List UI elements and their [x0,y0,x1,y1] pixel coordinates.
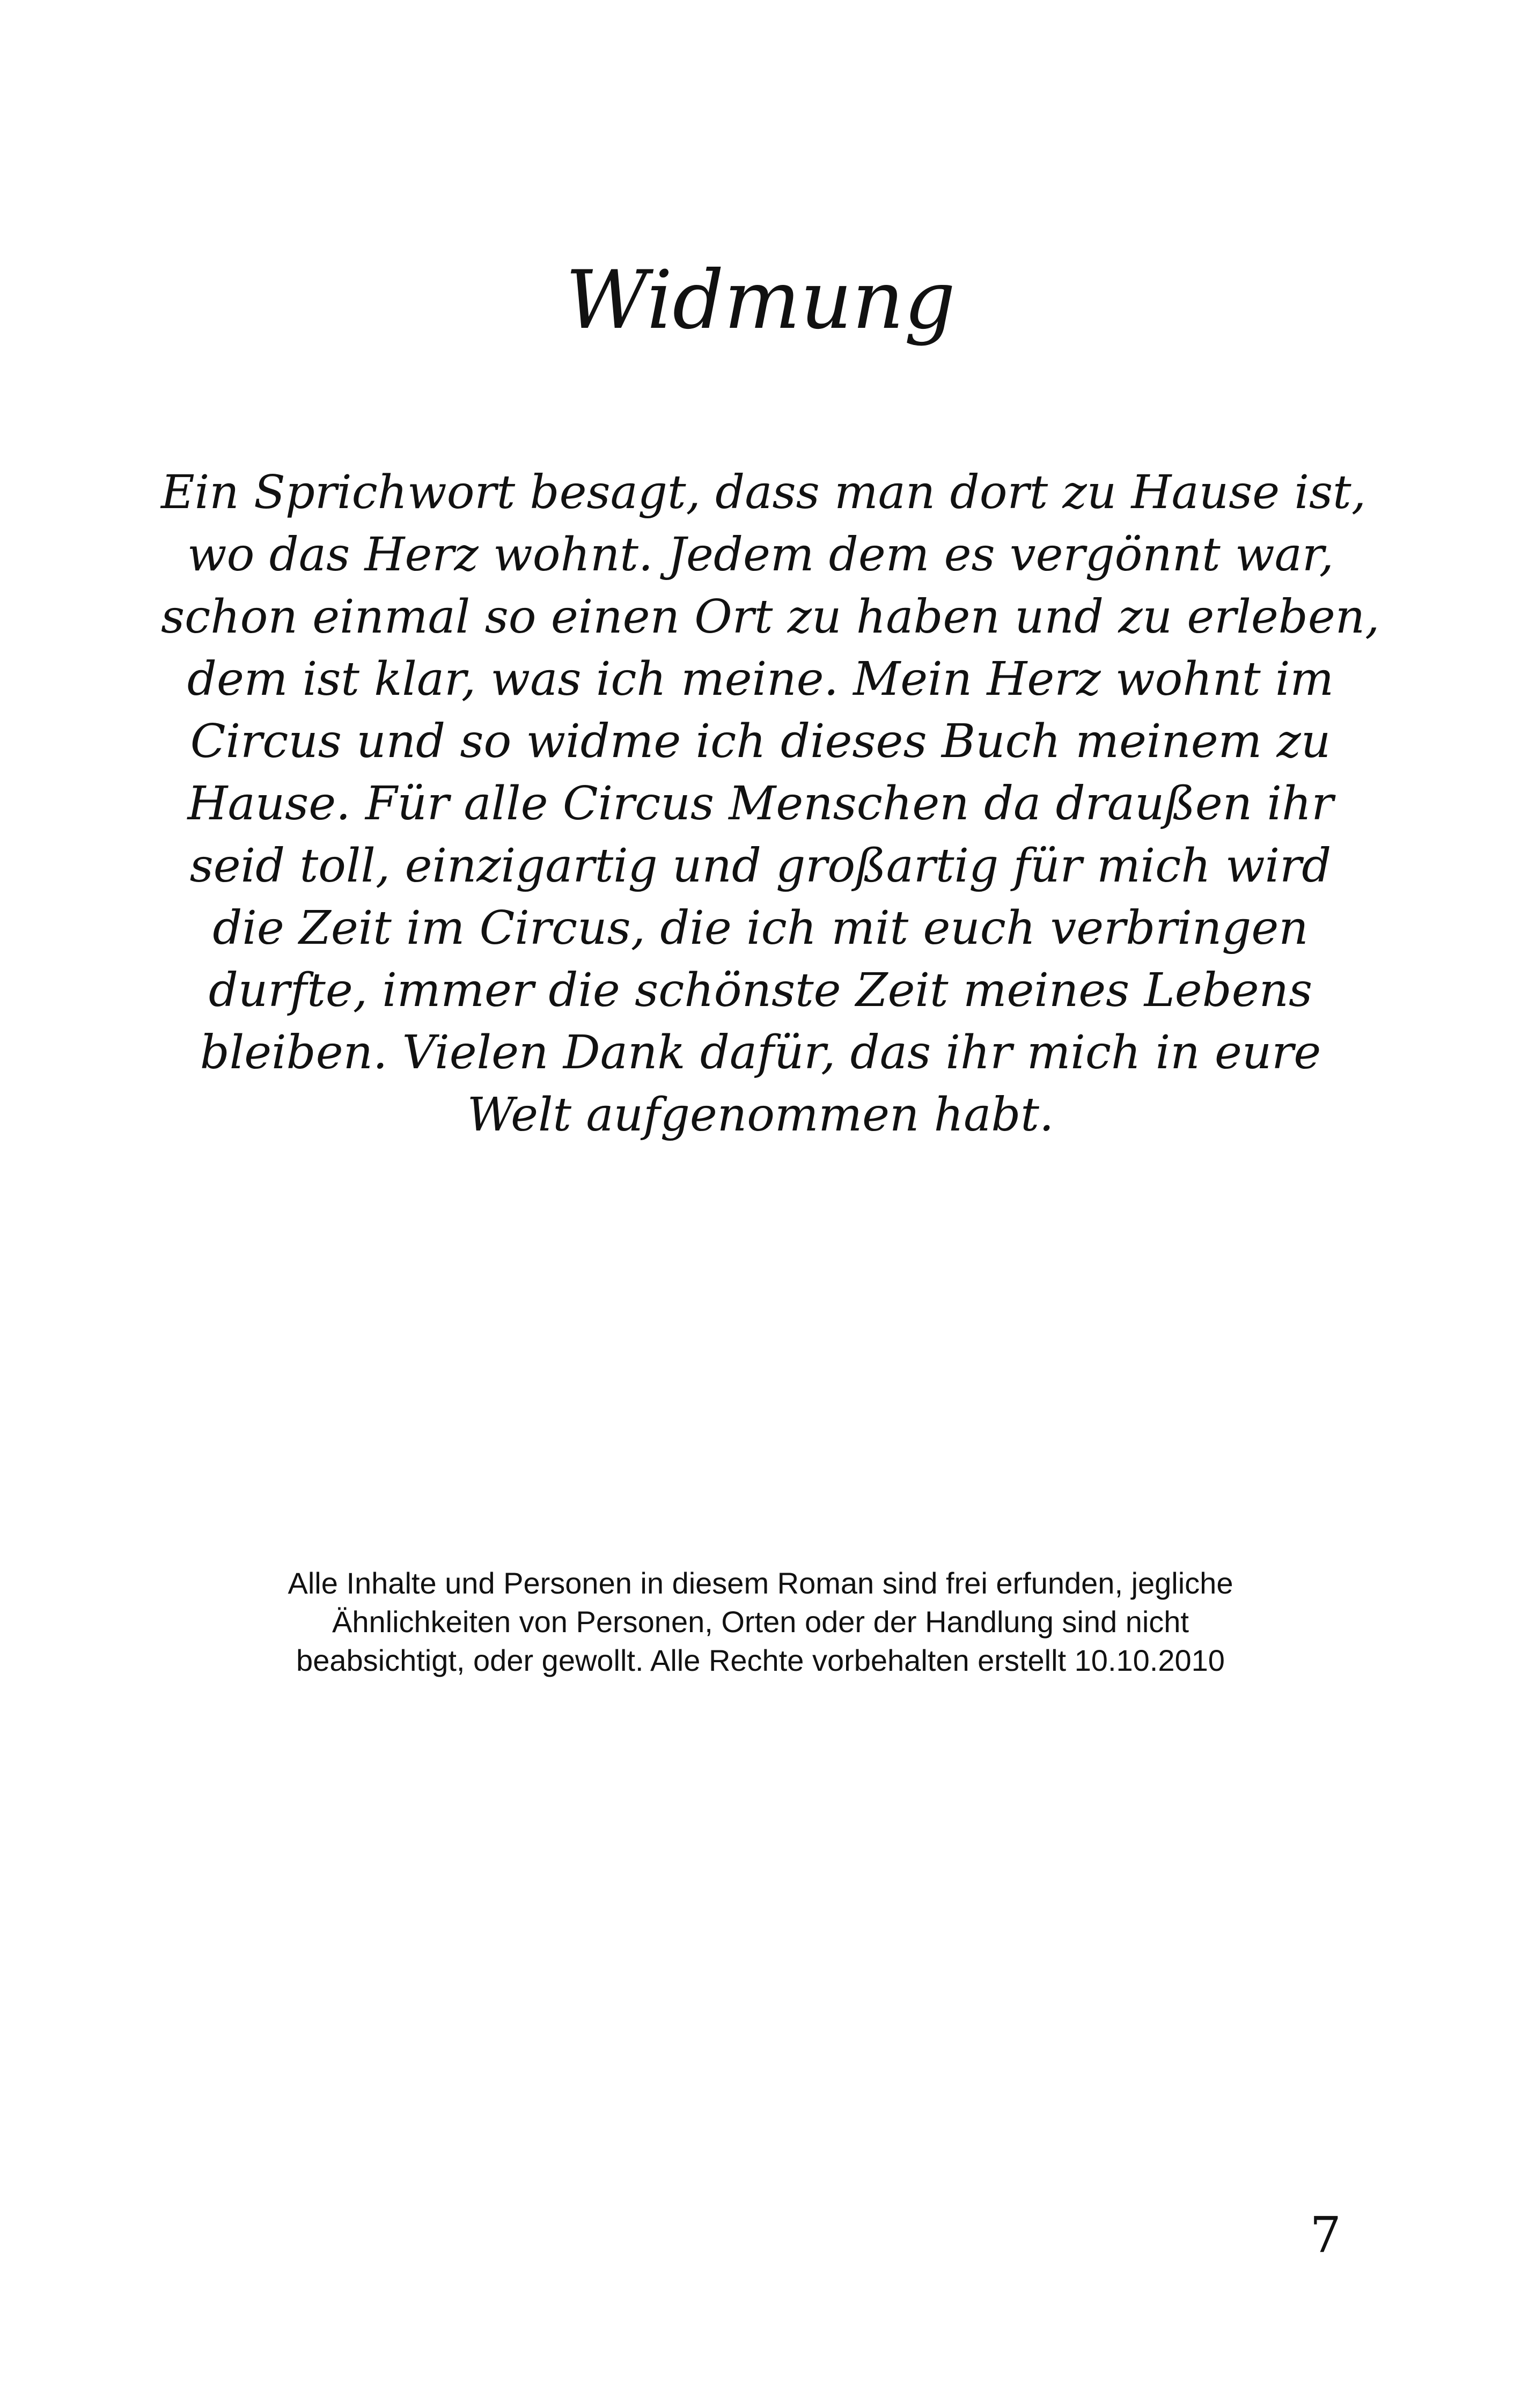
notice-line: Ähnlichkeiten von Personen, Orten oder der Handlung sind nicht [332,1605,1189,1639]
dedication-line: Ein Sprichwort besagt, dass man dort zu Hause ist, [161,466,1366,519]
dedication-line: schon einmal so einen Ort zu haben und zu erleben, [161,590,1380,644]
dedication-line: Circus und so widme ich dieses Buch meinem zu [190,715,1331,768]
dedication-line: dem ist klar, was ich meine. Mein Herz wohnt im [187,652,1334,706]
notice-line: Alle Inhalte und Personen in diesem Roman sind frei erfunden, jegliche [288,1566,1233,1600]
dedication-line: durfte, immer die schönste Zeit meines Lebens [208,964,1313,1017]
dedication-text [161,461,1380,1146]
dedication-line: Hause. Für alle Circus Menschen da draußen ihr [187,777,1334,831]
dedication-line: die Zeit im Circus, die ich mit euch verbringen [212,901,1309,955]
dedication-line: Welt aufgenommen habt. [467,1088,1054,1142]
dedication-line: bleiben. Vielen Dank dafür, das ihr mich in eure [200,1026,1321,1080]
page-title: Widmung [565,254,956,347]
page-number: 7 [1310,2206,1341,2264]
copyright-notice [161,1564,1360,1680]
dedication-line: seid toll, einzigartig und großartig für mich wird [189,839,1332,893]
notice-line: beabsichtigt, oder gewollt. Alle Rechte vorbehalten erstellt 10.10.2010 [296,1643,1225,1677]
dedication-line: wo das Herz wohnt. Jedem dem es vergönnt war, [187,528,1334,582]
